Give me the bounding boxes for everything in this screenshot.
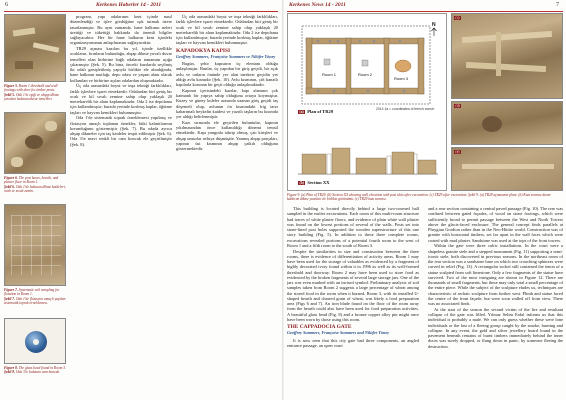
left-col2-paragraph: Bugün, şehir kapısının üç elemanı olduğu anlaşılmıştır. Bunlar, üç yapıdan bir giriş geçidi, bir açık avlu ve onların önünde yer alan merkezi geçidin yer aldığı avlu kısmıdır (Şek. 10). Avlu kısmının, çift kanatlı kapılarla korunan bir geçit olduğu anlaşılmaktadır. — [176, 61, 278, 87]
kapadokya-section-title: KAPADOKYA KAPISI — [176, 47, 231, 54]
left-col1-paragraph: program, yapı adalarının kent içinde nasıl düzenlendiği ve işlev gördüğüne ışık tutmak üzere tasarlanmıştır. Bu aynı zamanda, hane halkının neleri ürettiği ve tükettiği hakkında da önemli bilgiler sağlayacaktır. Her bir hane halkının kent içindeki organizasyonunun anlaşılmasını sağlayacaktır. — [70, 14, 172, 46]
north-arrow-label: N — [432, 22, 436, 28]
photo-e-tag: (e) — [455, 150, 460, 154]
right-col1-paragraph: It is now seen that this city gate had three components, an angled entrance passage, an open court — [287, 337, 419, 348]
right-col1-paragraph: This building is located directly behind a large two-roomed hall sampled in the earlier excavations. Each room of this multi-room structure had traces of white plaster floors, and evidence of plain white wall plaster was found on the lowest portions of several of the walls. Posts set into stone-lined post holes supported the wooden superstructure of this one story building (Fig. 5). In addition to these three complete rooms, excavations revealed portions of a potential fourth room to the west of Room 1 and a fifth room to the south of Room 3. — [287, 206, 419, 248]
right-col2-paragraph: At the start of the season the second victim of the fire and resultant collapse of the gate was filled. Yılmaz Selim Erdal informs us that this individual is probably a male. We can only guess whether these were lone individuals or the last of a fleeing group caught by the smoke, burning and collapse. In any event, the gold and silver jewellery hoard found in the pavement beneath remains of burnt timbers immediately behind the inner doors was surely dropped, or flung down in panic, by someone fleeing the destruction. — [428, 306, 563, 349]
tr29-photo-c — [451, 13, 563, 99]
plan-a-label: (a) Plan of TR29 — [299, 109, 334, 114]
figure-6-caption: Figure 6. The post bases, hearth, and plaster floor in Room 1. Şekil 6. Oda 1'de bulunan dikme kaideleri, ocak ve sıvalı zemin. — [4, 176, 66, 193]
right-page-number: 7 — [556, 2, 559, 8]
figure-6-photo — [4, 112, 66, 174]
left-col2-paragraph: Kapının içerisindeki kazılar, kapı alanının çok katmanlı bir yapıya sahip olduğunu ortaya koymuştur. Kuzey ve güney kuleler arasında uzanan giriş geçidi taş döşemeli olup, avlunun ön kısmındaki frig tarzı kabartmalı heykelin kaidesi ve yazıtlı taşların bu kısımda yer aldığı belirlenmiştir. — [176, 87, 278, 119]
tr29-plan-drawing — [288, 14, 448, 192]
figure-7-caption: Figure 7. Systematic soil sampling for flotation in Room 1. Şekil 7. Oda 1'de flotasyon amaçlı yapılan sistematik toprak örneklemesi. — [4, 288, 66, 305]
figure-5-photo — [4, 14, 66, 82]
tr29-photo-d — [451, 101, 563, 145]
plan-b-label: (b) Section XX — [299, 180, 330, 185]
tr29-plan-figure — [287, 13, 447, 191]
left-page-number: 6 — [5, 2, 8, 8]
photo-d-tag: (d) — [455, 104, 460, 108]
right-text-column-1 — [287, 206, 419, 398]
figure-9-caption: Figure 9. (a) Plan of TR29. (b) Section XX showing wall elevation with post slots after excavation. (c) TR29 after excavation. Şekil 9. (a) TR29 açmasının planı. (b) Kazı sonrası duvar kaldırım dikme yuvaları ile birlikte görünümü. (c) TR29 kazı sonrası. — [287, 193, 551, 202]
right-col2-paragraph: and a rear section containing a central paved passage (Fig. 10). The rear was confined between gated façades, of wood on stone footings, which were sufficiently broad to permit passage between the West and North Towers above the glacis-faced enclosure. The general concept finds parallels at Phrygian Gordion rather than in the Neo-Hittite world. Construction was of granite with horizontal timbers, set far apart in the wall faces which were coated with mud plaster. Sandstone was used at the tops of the front towers. — [428, 206, 563, 243]
room-1-label: Room 1 — [322, 72, 337, 77]
figure-8-photo — [4, 318, 66, 364]
figure-5-caption: Figure 5. Room 1 threshold and wall footings with door for timber posts. Şekil 5. Oda 1'in eşiği ve ahşap dikme yuvaları bulunan duvar temelleri. — [4, 84, 60, 101]
cappadocia-section-title: THE CAPPADOCIA GATE — [287, 324, 352, 330]
left-col2-paragraph: Üç oda arasındaki boyut ve inşa tekniği farklılıkları, farklı işlevlere işaret etmektedir. Odalardan biri geniş bir ocak ve kil sıvalı zemine sahip olup yaklaşık 20 metrekarelik bir alanı kaplamaktadır. Oda 2 ise depolama için kullanılmıştır; burada yerinde kırılmış kaplar, öğütme taşları ve hayvan kemikleri bulunmuştur. — [176, 14, 278, 46]
left-photo-sidebar — [4, 14, 66, 396]
tr29-photo-column — [451, 13, 563, 193]
right-running-head: Kerkenes News 14 - 2011 — [289, 2, 346, 8]
left-text-column-2 — [176, 14, 278, 396]
left-col1-paragraph: Oda 1'de sistematik toprak örneklemesi yapılmış ve flotasyon amaçlı toplanan örnekler, bitki kalıntılarının korunduğunu göstermiştir (Şek. 7). Bu odada ayrıca ahşap dikmeler için taş kaideler tespit edilmiştir (Şek. 6). Oda 3'te mavi renkli bir cam boncuk ele geçirilmiştir (Şek. 8). — [70, 115, 172, 147]
figure-7-photo — [4, 204, 66, 286]
kapadokya-authors: Geoffrey Summers, Françoise Summers ve Nilüfer Yöney — [176, 53, 276, 59]
left-col1-paragraph: TR29 açması kazıları bu yıl, içinde özellikle ocakların, fırınların bulunduğu, ahşap dikme yuvalı duvar temelleri olan birbirine bağlı odaların tamamını açığa çıkarmıştır (Şek. 5). Bu bina, önceki kazılarda seçilmiş iki odalı genişletilmiş yapıyla birlikte ele alındığında, hane halkının mutfağı, depo odası ve yaşam alanı olarak kullanılan ve birbirine açılan odalardan oluşmaktadır. — [70, 46, 172, 83]
tr29-photo-e — [451, 147, 563, 191]
page-gutter — [282, 0, 284, 400]
room-3-label: Room 3 — [394, 76, 409, 81]
right-col2-paragraph: Within the gate were three cultic installations. In the court were a shapeless granite stele and a stepped monument (Fig. 11) supporting a semi-iconic stele, both discovered in previous seasons. In the northeast room of the rear section was a sandstone base on which two crouching sphinxes were carved in relief (Fig. 13). A rectangular socket still contained the tenon of a statue sculpted from soft limestone. Only a few fragments of the statue have survived. Two of the most intriguing are shown in Figure 12. There are thousands of small fragments, but these may only total a small percentage of the entire piece. While the subject of the sculpture eludes us, techniques are characteristic of archaic sculpture from further west. Plinth and statue faced the centre of the front façade, but were soon walled off from view. There was no associated finds. — [428, 243, 563, 306]
left-running-head: Kerkenes Haberler 14 - 2011 — [96, 2, 162, 8]
left-text-column-1 — [70, 14, 172, 396]
left-col1-paragraph: Üç oda arasındaki boyut ve inşa tekniği farklılıkları, farklı işlevlere işaret etmektedir. Odalardan biri geniş bir ocak ve kil sıvalı zemine sahip olup yaklaşık 20 metrekarelik bir alanı kaplamaktadır. Oda 2 ise depolama için kullanılmıştır; burada yerinde kırılmış kaplar, öğütme taşları ve hayvan kemikleri bulunmuştur. — [70, 83, 172, 115]
photo-c-tag: (c) — [455, 16, 460, 20]
right-head-rule — [287, 11, 563, 12]
right-text-column-2 — [428, 206, 563, 398]
plan-legend: 2014 1a = coordinates of trench corner — [376, 107, 435, 111]
room-2-label: Room 2 — [358, 72, 373, 77]
figure-8-caption: Figure 8. The glass bead found in Room 3. Şekil 8. Oda 3'te bulunan cam boncuk. — [4, 366, 66, 375]
left-col2-paragraph: Kazı sırasında ele geçirilen buluntular, kapının yıkılmasından önce kullanıldığı dönemi temsil etmektedir. Kapı yangınla tahrip olmuş, çatı kirişleri ve ahşap unsurlar avluya düşmüştür. Yanmış ahşap parçaları, yapının üst kısmının ahşap çatkılı olduğunu göstermektedir. — [176, 119, 278, 151]
cappadocia-authors: Geoffrey Summers, Françoise Summers and Nilüfer Yöney — [287, 330, 390, 336]
left-head-rule — [4, 11, 278, 12]
right-col1-paragraph: Despite the similarities in size and construction between the three rooms, there is evidence of differentiation of activity areas. Room 1 may have been used for the storage of valuables as evidenced by a fragment of highly decorated ivory found within it in 1996 as well as its well-formed threshold and doorway. Room 2 may have been used to store food as evidenced by the broken fragments of several large storage jars. One of the jars was even marked with an incised symbol. Preliminary analysis of soil samples taken from Room 2 suggests a large percentage of wheat among the stored food in the room when it burned. Room 3, with its installed U-shaped hearth and charred grain of wheat, was likely a food preparation area (Figs 6 and 7). An iron blade found on the floor of the room away from the hearth could also have been used for food preparation activities. A beautiful glass bead (Fig. 8) and a bronze copper alloy pin might once have been worn by those using this room. — [287, 248, 419, 322]
